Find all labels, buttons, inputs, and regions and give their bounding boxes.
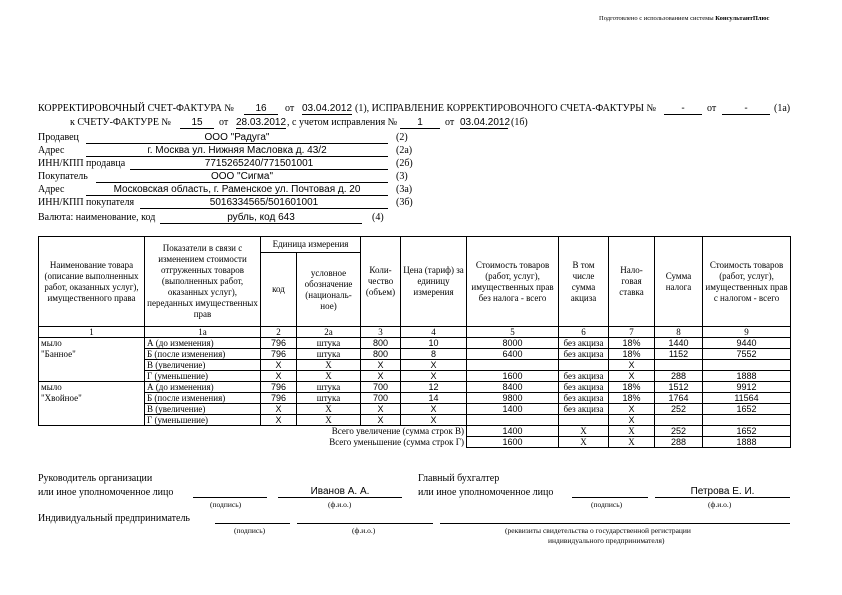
- total-decrease-cost: 1600: [467, 437, 559, 448]
- table-cell: без акциза: [559, 349, 609, 360]
- buyer-address-code: (3а): [396, 184, 413, 195]
- table-cell: без акциза: [559, 393, 609, 404]
- accountant-label-2: или иное уполномоченное лицо: [418, 487, 554, 498]
- total-decrease-total: 1888: [703, 437, 791, 448]
- title-code: (1а): [774, 103, 791, 114]
- total-increase-label: Всего увеличение (сумма строк В): [39, 426, 467, 437]
- product-name: "Хвойное": [39, 393, 145, 404]
- top-note: Подготовлено с использованием системы КонсультантПлюс: [599, 15, 770, 22]
- table-cell: 1440: [655, 338, 703, 349]
- buyer-value: ООО "Сигма": [96, 171, 388, 183]
- table-cell: 18%: [609, 393, 655, 404]
- table-cell: Б (после изменения): [145, 393, 261, 404]
- buyer-inn-value: 5016334565/501601001: [140, 197, 388, 209]
- col-number: 1: [39, 327, 145, 338]
- buyer-address-value: Московская область, г. Раменское ул. Почтовая д. 20: [86, 184, 388, 196]
- product-name: мыло: [39, 382, 145, 393]
- total-decrease-tax: 288: [655, 437, 703, 448]
- col-number: 8: [655, 327, 703, 338]
- total-increase-cost: 1400: [467, 426, 559, 437]
- table-cell: 796: [261, 382, 297, 393]
- accountant-sign-caption: (подпись): [591, 500, 623, 509]
- table-cell: 796: [261, 349, 297, 360]
- title-invoice-label: к СЧЕТУ-ФАКТУРЕ №: [70, 117, 171, 128]
- table-cell: 9800: [467, 393, 559, 404]
- table-cell: X: [361, 404, 401, 415]
- col-number: 3: [361, 327, 401, 338]
- table-cell: X: [609, 404, 655, 415]
- table-cell: А (до изменения): [145, 338, 261, 349]
- table-cell: 800: [361, 338, 401, 349]
- table-cell: 18%: [609, 382, 655, 393]
- header-price: Цена (тариф) за единицу измерения: [401, 237, 467, 327]
- total-decrease-label: Всего уменьшение (сумма строк Г): [39, 437, 467, 448]
- table-cell: А (до изменения): [145, 382, 261, 393]
- table-cell: X: [261, 360, 297, 371]
- entrepreneur-requisites-caption-2: индивидуального предпринимателя): [548, 536, 665, 545]
- table-cell: 1152: [655, 349, 703, 360]
- table-cell: X: [609, 371, 655, 382]
- base-invoice-number-field: 15: [180, 117, 214, 129]
- col-number: 2: [261, 327, 297, 338]
- table-cell: X: [401, 360, 467, 371]
- table-cell: 12: [401, 382, 467, 393]
- table-cell: [655, 415, 703, 426]
- total-decrease-excise: X: [559, 437, 609, 448]
- table-cell: 14: [401, 393, 467, 404]
- entrepreneur-label: Индивидуальный предприниматель: [38, 513, 190, 524]
- table-cell: X: [361, 415, 401, 426]
- table-cell: штука: [297, 393, 361, 404]
- title-from-label: от: [285, 103, 295, 114]
- header-change-indicators: Показатели в связи с изменением стоимости отгруженных товаров (выполненных работ, оказанных услуг), переданных имущественных прав: [145, 237, 261, 327]
- table-cell: без акциза: [559, 338, 609, 349]
- head-sign-caption: (подпись): [210, 500, 242, 509]
- head-signature-line: [193, 497, 267, 498]
- total-decrease-rate: X: [609, 437, 655, 448]
- table-cell: 1400: [467, 404, 559, 415]
- correction-number-field: -: [664, 103, 702, 115]
- table-row: [39, 415, 791, 426]
- table-cell: X: [401, 415, 467, 426]
- buyer-label: Покупатель: [38, 171, 88, 182]
- title-from-label: от: [219, 117, 229, 128]
- base-invoice-date-field: 28.03.2012: [236, 117, 287, 128]
- table-cell: [559, 415, 609, 426]
- table-cell: 1888: [703, 371, 791, 382]
- table-cell: штука: [297, 382, 361, 393]
- buyer-inn-label: ИНН/КПП покупателя: [38, 197, 135, 208]
- title-from-label: от: [445, 117, 455, 128]
- accountant-signature-line: [572, 497, 648, 498]
- seller-inn-value: 7715265240/771501001: [130, 158, 388, 170]
- entrepreneur-name-line: [297, 523, 433, 524]
- table-cell: 700: [361, 393, 401, 404]
- buyer-address-label: Адрес: [38, 184, 65, 195]
- currency-value: рубль, код 643: [160, 212, 362, 224]
- product-name-cell: [39, 371, 145, 382]
- table-cell: Г (уменьшение): [145, 371, 261, 382]
- invoice-number-field: 16: [244, 103, 278, 115]
- table-cell: штука: [297, 338, 361, 349]
- table-cell: В (увеличение): [145, 404, 261, 415]
- accountant-label: Главный бухгалтер: [418, 473, 500, 484]
- head-fio-caption: (ф.и.о.): [328, 500, 352, 509]
- table-cell: без акциза: [559, 404, 609, 415]
- product-name-cell: [39, 360, 145, 371]
- table-cell: 11564: [703, 393, 791, 404]
- table-cell: Б (после изменения): [145, 349, 261, 360]
- table-cell: 9440: [703, 338, 791, 349]
- table-cell: X: [297, 415, 361, 426]
- fix-date-field: 03.04.2012: [460, 117, 511, 128]
- header-quantity: Коли-чество (объем): [361, 237, 401, 327]
- accountant-name: Петрова Е. И.: [655, 486, 790, 498]
- seller-address-value: г. Москва ул. Нижняя Масловка д. 43/2: [86, 145, 388, 157]
- buyer-code: (3): [396, 171, 408, 182]
- table-cell: 18%: [609, 349, 655, 360]
- table-cell: 252: [655, 404, 703, 415]
- table-cell: 8400: [467, 382, 559, 393]
- table-cell: 10: [401, 338, 467, 349]
- table-cell: [655, 360, 703, 371]
- currency-label: Валюта: наименование, код: [38, 212, 156, 223]
- title-fix-label: , с учетом исправления №: [287, 117, 398, 128]
- col-number: 1а: [145, 327, 261, 338]
- table-cell: X: [401, 404, 467, 415]
- table-row: [39, 382, 791, 393]
- table-cell: 7552: [703, 349, 791, 360]
- table-cell: X: [401, 371, 467, 382]
- items-body: [39, 338, 791, 426]
- seller-inn-code: (2б): [396, 158, 413, 169]
- correction-date-field: -: [722, 103, 770, 115]
- table-cell: X: [261, 404, 297, 415]
- table-cell: X: [297, 404, 361, 415]
- invoice-table: [38, 236, 791, 448]
- header-excise: В том числе сумма акциза: [559, 237, 609, 327]
- seller-inn-label: ИНН/КПП продавца: [38, 158, 126, 169]
- col-number: 9: [703, 327, 791, 338]
- title-correction-label: (1), ИСПРАВЛЕНИЕ КОРРЕКТИРОВОЧНОГО СЧЕТА-ФАКТУРЫ №: [355, 103, 656, 114]
- header-tax-amount: Сумма налога: [655, 237, 703, 327]
- total-increase-tax: 252: [655, 426, 703, 437]
- table-cell: [703, 360, 791, 371]
- table-cell: 6400: [467, 349, 559, 360]
- product-name: "Банное": [39, 349, 145, 360]
- product-name-cell: [39, 415, 145, 426]
- entrepreneur-signature-line: [215, 523, 290, 524]
- header-cost-without-tax: Стоимость товаров (работ, услуг), имущественных прав без налога - всего: [467, 237, 559, 327]
- table-cell: 288: [655, 371, 703, 382]
- table-cell: 1600: [467, 371, 559, 382]
- table-cell: 800: [361, 349, 401, 360]
- table-row: [39, 393, 791, 404]
- table-cell: 18%: [609, 338, 655, 349]
- col-number: 6: [559, 327, 609, 338]
- col-number: 5: [467, 327, 559, 338]
- table-cell: 796: [261, 393, 297, 404]
- table-cell: X: [297, 360, 361, 371]
- table-cell: [703, 415, 791, 426]
- header-unit-symbol: условное обозначение (националь-ное): [297, 253, 361, 327]
- table-cell: X: [261, 415, 297, 426]
- head-label-2: или иное уполномоченное лицо: [38, 487, 174, 498]
- header-unit-code: код: [261, 253, 297, 327]
- table-cell: 1512: [655, 382, 703, 393]
- entrepreneur-fio-caption: (ф.и.о.): [352, 526, 376, 535]
- table-row: [39, 404, 791, 415]
- header-cost-with-tax: Стоимость товаров (работ, услуг), имущественных прав с налогом - всего: [703, 237, 791, 327]
- header-product-name: Наименование товара (описание выполненных работ, оказанных услуг), имущественного права: [39, 237, 145, 327]
- seller-code: (2): [396, 132, 408, 143]
- table-row: [39, 360, 791, 371]
- table-cell: В (увеличение): [145, 360, 261, 371]
- entrepreneur-requisites-caption: (реквизиты свидетельства о государственной регистрации: [505, 526, 691, 535]
- table-cell: без акциза: [559, 371, 609, 382]
- buyer-inn-code: (3б): [396, 197, 413, 208]
- col-number: 2а: [297, 327, 361, 338]
- total-increase-excise: X: [559, 426, 609, 437]
- table-row: [39, 338, 791, 349]
- table-cell: 9912: [703, 382, 791, 393]
- table-cell: 700: [361, 382, 401, 393]
- currency-code: (4): [372, 212, 384, 223]
- header-unit: Единица измерения: [261, 237, 361, 253]
- accountant-fio-caption: (ф.и.о.): [708, 500, 732, 509]
- seller-address-code: (2а): [396, 145, 413, 156]
- col-number: 4: [401, 327, 467, 338]
- entrepreneur-sign-caption: (подпись): [234, 526, 266, 535]
- table-cell: X: [261, 371, 297, 382]
- col-number: 7: [609, 327, 655, 338]
- head-label: Руководитель организации: [38, 473, 153, 484]
- total-increase-rate: X: [609, 426, 655, 437]
- product-name-cell: [39, 404, 145, 415]
- table-cell: X: [297, 371, 361, 382]
- title-label: КОРРЕКТИРОВОЧНЫЙ СЧЕТ-ФАКТУРА №: [38, 103, 234, 114]
- table-cell: X: [361, 360, 401, 371]
- total-increase-total: 1652: [703, 426, 791, 437]
- seller-address-label: Адрес: [38, 145, 65, 156]
- header-tax-rate: Нало-говая ставка: [609, 237, 655, 327]
- table-row: [39, 371, 791, 382]
- seller-value: ООО "Радуга": [86, 132, 388, 144]
- head-name: Иванов А. А.: [278, 486, 402, 498]
- table-cell: Г (уменьшение): [145, 415, 261, 426]
- product-name: мыло: [39, 338, 145, 349]
- table-cell: 1652: [703, 404, 791, 415]
- invoice-date-field: 03.04.2012: [302, 103, 353, 114]
- table-cell: X: [361, 371, 401, 382]
- title-from-label: от: [707, 103, 717, 114]
- table-row: [39, 349, 791, 360]
- table-cell: [467, 360, 559, 371]
- table-cell: без акциза: [559, 382, 609, 393]
- fix-number-field: 1: [400, 117, 440, 129]
- table-cell: 1764: [655, 393, 703, 404]
- seller-label: Продавец: [38, 132, 79, 143]
- table-cell: штука: [297, 349, 361, 360]
- table-cell: X: [609, 360, 655, 371]
- table-cell: 8000: [467, 338, 559, 349]
- table-cell: 796: [261, 338, 297, 349]
- table-cell: [559, 360, 609, 371]
- title-code: (1б): [511, 117, 528, 128]
- table-cell: 8: [401, 349, 467, 360]
- table-cell: [467, 415, 559, 426]
- entrepreneur-requisites-line: [440, 523, 790, 524]
- table-cell: X: [609, 415, 655, 426]
